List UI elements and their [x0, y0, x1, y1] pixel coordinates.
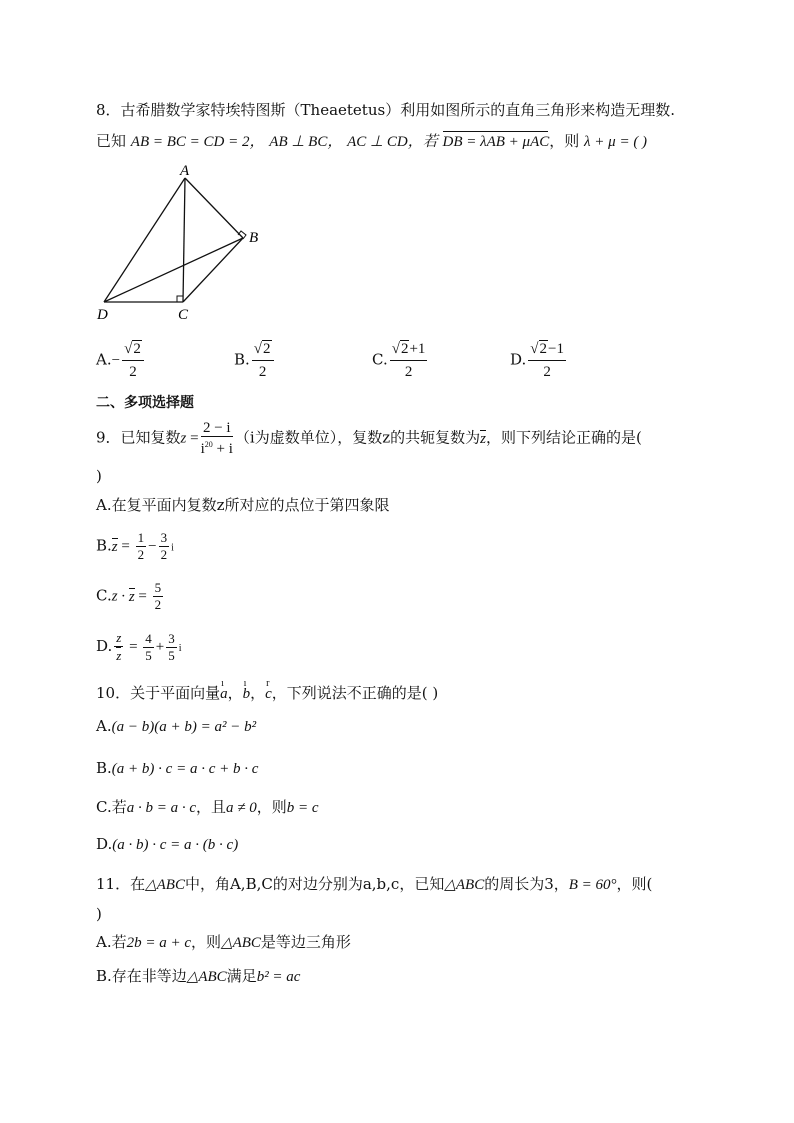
q10-option-c[interactable]: C.若a · b = a · c，且a ≠ 0，则b = c — [96, 798, 319, 816]
q8-option-c[interactable]: C. $\frac{√2+1}{2}$ — [372, 338, 429, 383]
q9-stem-close: ) — [96, 467, 102, 485]
q8-vector-expression: DB = λAB + μAC — [442, 134, 550, 150]
q8-suffix: ，则 — [549, 132, 580, 150]
q9-option-a[interactable]: A.在复平面内复数z所对应的点位于第四象限 — [96, 496, 390, 514]
q10-option-b[interactable]: B.(a + b) · c = a · c + b · c — [96, 759, 259, 777]
q8-ask: λ + μ = ( ) — [584, 134, 648, 150]
segment-AB — [185, 178, 243, 238]
q10-option-a[interactable]: A.(a − b)(a + b) = a² − b² — [96, 717, 257, 735]
q10-stem: 10．关于平面向量 ı a， ı b， r c，下列说法不正确的是( ) — [96, 678, 439, 702]
q10-option-d[interactable]: D.(a · b) · c = a · (b · c) — [96, 835, 239, 853]
q11-option-b[interactable]: B.存在非等边△ABC满足b² = ac — [96, 967, 301, 985]
q9-stem: 9．已知复数z = $\frac{2 - i}{i^{20} + i}$ （i为虚数单位），复数z的共轭复数为z，则下列结论正确的是( — [96, 420, 642, 457]
label-C: C — [178, 307, 189, 323]
q8-cond1: AB = BC = CD = 2， — [130, 134, 265, 150]
right-angle-mark-C — [177, 296, 183, 302]
q8-cond3: AC ⊥ CD，若 — [347, 134, 438, 150]
label-A: A — [180, 163, 190, 179]
section-title-multiple-choice: 二、多项选择题 — [96, 395, 194, 411]
q9-option-b[interactable]: B.z = $\frac{1}{2}$ − $\frac{3}{2}$ i — [96, 530, 174, 562]
segment-AC — [183, 178, 185, 302]
q8-stem-line1: 8．古希腊数学家特埃特图斯（Theaetetus）利用如图所示的直角三角形来构造无理数. — [96, 101, 675, 119]
label-B: B — [249, 230, 259, 246]
q8-stem-line2 — [96, 131, 647, 152]
q9-option-d[interactable]: D. $\frac{z}{z}$ = $\frac{4}{5}$ + $\frac{3}{5}$ i — [96, 630, 182, 663]
q8-option-b[interactable]: B. $\frac{√2}{2}$ — [234, 338, 276, 383]
q11-stem-close: ) — [96, 905, 102, 923]
q8-prefix: 已知 — [96, 132, 127, 150]
q9-option-c[interactable]: C.z · z = $\frac{5}{2}$ — [96, 580, 162, 612]
segment-BC — [183, 238, 243, 302]
label-D: D — [97, 307, 108, 323]
q8-cond2: AB ⊥ BC， — [269, 134, 343, 150]
q11-option-a[interactable]: A.若2b = a + c，则△ABC是等边三角形 — [96, 933, 351, 951]
q8-option-d[interactable]: D. $\frac{√2-1}{2}$ — [510, 338, 568, 383]
q8-option-a[interactable]: A.− $\frac{√2}{2}$ — [96, 338, 146, 383]
q8-figure — [90, 160, 280, 330]
q11-stem: 11．在△ABC中，角A,B,C的对边分别为a,b,c，已知△ABC的周长为3，B = 60°，则( — [96, 875, 653, 893]
